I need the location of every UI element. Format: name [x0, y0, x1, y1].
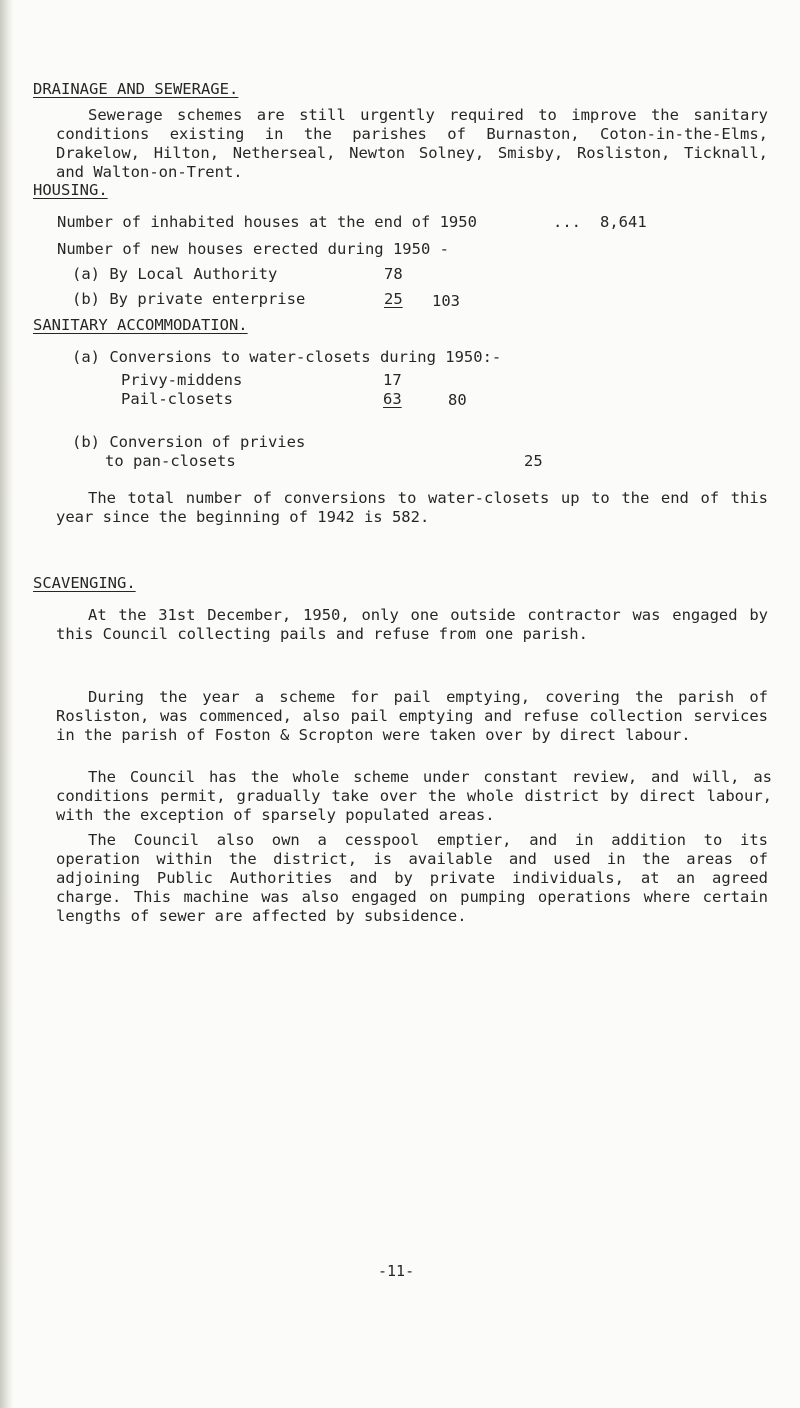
conversions-a-label: (a) Conversions to water-closets during 1950:- — [72, 348, 502, 366]
scavenging-paragraph-1: At the 31st December, 1950, only one outside contractor was engaged by this Council collecting pails and refuse from one parish. — [56, 606, 768, 643]
scavenging-heading: SCAVENGING. — [33, 574, 136, 592]
local-authority-value: 78 — [384, 265, 403, 283]
inhabited-houses-label: Number of inhabited houses at the end of 1950 — [57, 213, 477, 231]
housing-heading: HOUSING. — [33, 181, 108, 199]
scavenging-paragraph-4: The Council also own a cesspool emptier, and in addition to its operation within the district, is available and used in the areas of adjoining Public Authorities and by private individuals, at an agreed charge. This machine was also engaged on pumping operations where certain lengths of sewer are affected by subsidence. — [56, 831, 768, 925]
total-conversions-paragraph: The total number of conversions to water-closets up to the end of this year since the beginning of 1942 is 582. — [56, 489, 768, 526]
pail-closets-label: Pail-closets — [121, 390, 233, 408]
private-enterprise-label: (b) By private enterprise — [72, 290, 306, 308]
privy-middens-label: Privy-middens — [121, 371, 243, 389]
drainage-paragraph: Sewerage schemes are still urgently required to improve the sanitary conditions existing in the parishes of Burnaston, Coton-in-the-Elms, Drakelow, Hilton, Netherseal, Newton Solney, Smisby, Rosliston, Ticknall, and Walton-on-Trent. — [56, 106, 768, 181]
pail-closets-value: 63 — [383, 390, 402, 408]
new-houses-total: 103 — [432, 292, 460, 310]
sanitary-heading: SANITARY ACCOMMODATION. — [33, 316, 248, 334]
drainage-heading: DRAINAGE AND SEWERAGE. — [33, 80, 239, 98]
conversions-b-label-line1: (b) Conversion of privies — [72, 433, 306, 451]
inhabited-houses-leader: ... — [553, 213, 581, 231]
page-edge-shadow — [0, 0, 14, 1408]
local-authority-label: (a) By Local Authority — [72, 265, 278, 283]
private-enterprise-value: 25 — [384, 290, 403, 308]
privy-middens-value: 17 — [383, 371, 402, 389]
page-number: -11- — [378, 1262, 415, 1280]
scavenging-paragraph-3: The Council has the whole scheme under constant review, and will, as conditions permit, gradually take over the whole district by direct labour, with the exception of sparsely populated areas. — [56, 768, 772, 824]
scavenging-paragraph-2: During the year a scheme for pail emptying, covering the parish of Rosliston, was commenced, also pail emptying and refuse collection services in the parish of Foston & Scropton were taken over by direct labour. — [56, 688, 768, 744]
inhabited-houses-value: 8,641 — [600, 213, 647, 231]
conversions-b-value: 25 — [524, 452, 543, 470]
new-houses-label: Number of new houses erected during 1950 - — [57, 240, 449, 258]
conversions-b-label-line2: to pan-closets — [105, 452, 236, 470]
conversions-a-total: 80 — [448, 391, 467, 409]
